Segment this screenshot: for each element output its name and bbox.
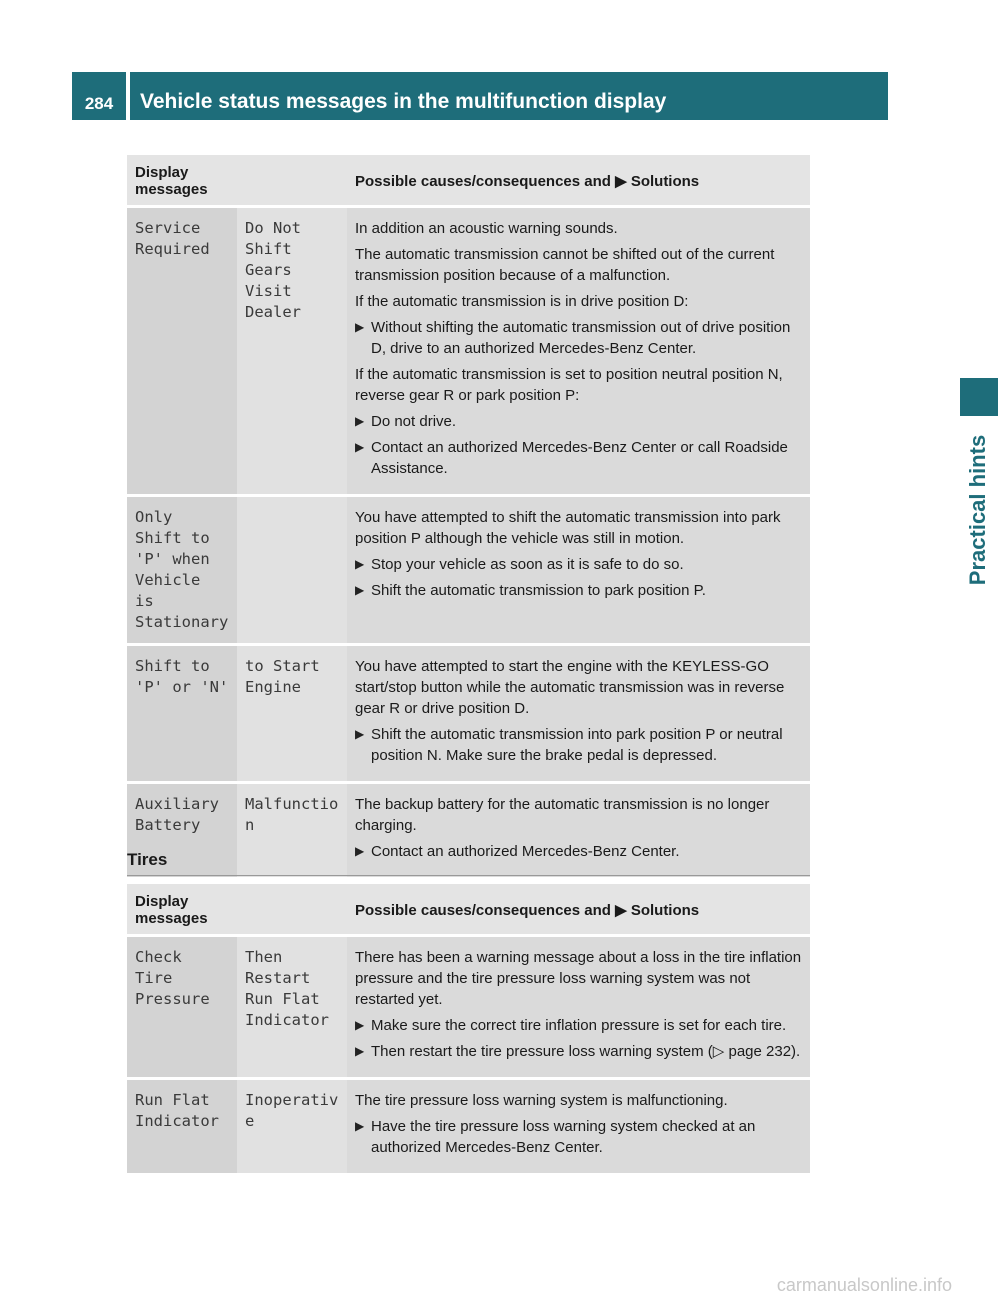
step-text: Do not drive. — [371, 413, 457, 430]
step-arrow-icon: ▶ — [355, 583, 365, 597]
step-arrow-icon: ▶ — [355, 414, 365, 428]
watermark: carmanualsonline.info — [776, 1275, 952, 1295]
step-arrow-icon: ▶ — [355, 440, 365, 454]
solution-step — [355, 1015, 802, 1036]
step-text: Shift the automatic transmission into park position P or neutral position N. Make sure the brake pedal is depressed. — [371, 726, 783, 764]
display-message-line2 — [237, 496, 347, 645]
table-body — [127, 936, 810, 1174]
cause-text: If the automatic transmission is set to position neutral position N, reverse gear R or park position P: — [355, 366, 783, 404]
cause-text: If the automatic transmission is in drive position D: — [355, 293, 689, 310]
solution-step — [355, 1041, 802, 1062]
step-text: Shift the automatic transmission to park position P. — [371, 582, 706, 599]
column-header-solutions-text: Possible causes/consequences and ▶ Solutions — [355, 902, 700, 919]
solution-step — [355, 1116, 802, 1158]
solution-cell — [347, 1079, 810, 1174]
solution-cell — [347, 207, 810, 496]
table-row — [127, 496, 810, 645]
table-header-row — [127, 884, 810, 936]
cause-text: The automatic transmission cannot be shifted out of the current transmission position because of a malfunction. — [355, 246, 775, 284]
messages-table-transmission — [127, 155, 810, 877]
step-text: Without shifting the automatic transmission out of drive position D, drive to an authorized Mercedes-Benz Center. — [371, 319, 791, 357]
table-body — [127, 207, 810, 878]
step-arrow-icon: ▶ — [355, 1119, 365, 1133]
step-text: Contact an authorized Mercedes-Benz Center or call Roadside Assistance. — [371, 439, 788, 477]
table-row — [127, 645, 810, 783]
display-message-line1: Check Tire Pressure — [127, 936, 237, 1079]
column-header-display-messages: Display messages — [127, 884, 237, 936]
step-arrow-icon: ▶ — [355, 1018, 365, 1032]
messages-table-tires — [127, 884, 810, 1173]
cause-text: The backup battery for the automatic transmission is no longer charging. — [355, 796, 770, 834]
solution-cell — [347, 936, 810, 1079]
cause-text: You have attempted to shift the automatic transmission into park position P although the vehicle was still in motion. — [355, 509, 781, 547]
display-message-line2: Then Restart Run Flat Indicator — [237, 936, 347, 1079]
cause-text: There has been a warning message about a loss in the tire inflation pressure and the tire pressure loss warning system was not restarted yet. — [355, 949, 802, 1008]
step-text: Make sure the correct tire inflation pressure is set for each tire. — [371, 1017, 787, 1034]
side-tab — [888, 0, 990, 1302]
table-row — [127, 936, 810, 1079]
solution-step — [355, 554, 802, 575]
column-header-solutions — [347, 884, 810, 936]
solution-step — [355, 411, 802, 432]
solution-step — [355, 437, 802, 479]
table-header-row — [127, 155, 810, 207]
solution-cell — [347, 645, 810, 783]
column-header-solutions-text: Possible causes/consequences and ▶ Solutions — [355, 173, 700, 190]
display-message-line2: Malfunctio n — [237, 783, 347, 878]
display-message-line1: Service Required — [127, 207, 237, 496]
solution-step — [355, 580, 802, 601]
table-row — [127, 1079, 810, 1174]
display-message-line1: Run Flat Indicator — [127, 1079, 237, 1174]
cause-text: The tire pressure loss warning system is malfunctioning. — [355, 1092, 728, 1109]
step-arrow-icon: ▶ — [355, 557, 365, 571]
solution-step — [355, 724, 802, 766]
column-header-spacer — [237, 884, 347, 936]
page-title: Vehicle status messages in the multifunction display — [130, 72, 888, 120]
column-header-display-messages: Display messages — [127, 155, 237, 207]
step-text: Contact an authorized Mercedes-Benz Center. — [371, 843, 680, 860]
step-text: Have the tire pressure loss warning system checked at an authorized Mercedes-Benz Center. — [371, 1118, 756, 1156]
display-message-line2: Do Not Shift Gears Visit Dealer — [237, 207, 347, 496]
column-header-spacer — [237, 155, 347, 207]
step-text: Stop your vehicle as soon as it is safe to do so. — [371, 556, 684, 573]
solution-step — [355, 317, 802, 359]
table-row — [127, 207, 810, 496]
section-heading-tires: Tires — [127, 850, 810, 876]
cause-text: In addition an acoustic warning sounds. — [355, 220, 618, 237]
page-number: 284 — [72, 72, 126, 120]
side-tab-label: Practical hints — [965, 434, 990, 586]
display-message-line2: to Start Engine — [237, 645, 347, 783]
step-arrow-icon: ▶ — [355, 844, 365, 858]
solution-cell — [347, 496, 810, 645]
page-header — [72, 72, 888, 120]
display-message-line1: Only Shift to 'P' when Vehicle is Stationary — [127, 496, 237, 645]
display-message-line1: Auxiliary Battery — [127, 783, 237, 878]
step-arrow-icon: ▶ — [355, 320, 365, 334]
display-message-line1: Shift to 'P' or 'N' — [127, 645, 237, 783]
cause-text: You have attempted to start the engine with the KEYLESS-GO start/stop button while the automatic transmission was in reverse gear R or drive position D. — [355, 658, 785, 717]
step-arrow-icon: ▶ — [355, 1044, 365, 1058]
step-arrow-icon: ▶ — [355, 727, 365, 741]
display-message-line2: Inoperativ e — [237, 1079, 347, 1174]
step-text: Then restart the tire pressure loss warning system (▷ page 232). — [371, 1043, 801, 1060]
column-header-solutions — [347, 155, 810, 207]
